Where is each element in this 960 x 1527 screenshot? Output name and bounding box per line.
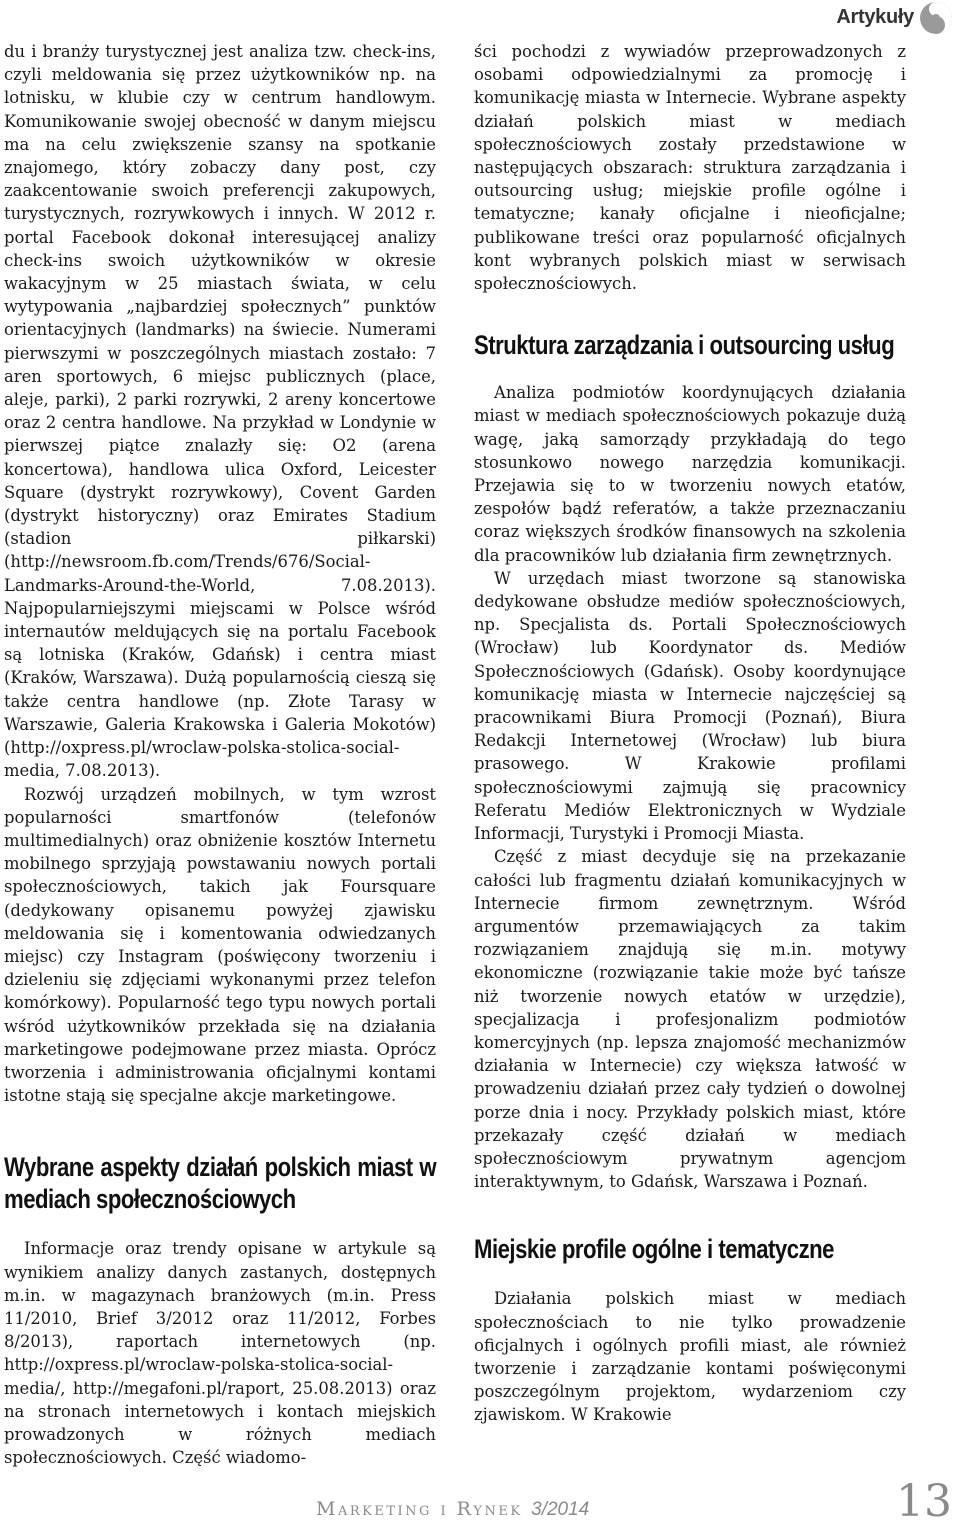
section-heading: Wybrane aspekty działań polskich miast w mediach społecznościowych: [4, 1152, 437, 1215]
section-heading: Miejskie profile ogólne i tematyczne: [474, 1234, 835, 1265]
body-paragraph: Analiza podmiotów koordynujących działania miast w mediach społecznościowych pokazuje dużą wagę, jaką samorządy przykładają do tego stosunkowo nowego narzędzia komunikacji. Przejawia się to w tworzeniu nowych etatów, zespołów bądź referatów, a także przeznaczaniu coraz większych środków finansowych na szkolenia dla pracowników lub działania firm zewnętrznych.: [474, 383, 906, 565]
page-number: 13: [896, 1476, 952, 1527]
body-paragraph: W urzędach miast tworzone są stanowiska dedykowane obsłudze mediów społecznościowych, np. Specjalista ds. Portali Społecznościowych (Wrocław) lub Koordynator ds. Mediów Społecznościowych (Gdańsk). Osoby koordynujące komunikację miasta w Internecie najczęściej są pracownikami Biura Promocji (Poznań), Biura Redakcji Internetowej (Wrocław) lub biura prasowego. W Krakowie profilami społecznościowymi zajmują się pracownicy Referatu Mediów Elektronicznych w Wydziale Informacji, Turystyki i Promocji Miasta.: [474, 568, 906, 844]
right-column: [474, 40, 906, 1427]
section-swirl-icon: [918, 0, 954, 36]
journal-footer: [316, 1498, 589, 1521]
body-paragraph: Działania polskich miast w mediach społecznościach to nie tylko prowadzenie oficjalnych i ogólnych profili miast, ale również tworzenie i zarządzanie kontami poświęconymi poszczególnym projektom, wydarzeniom czy zjawiskom. W Krakowie: [474, 1289, 906, 1425]
section-heading: Struktura zarządzania i outsourcing usług: [474, 330, 895, 361]
body-paragraph: ści pochodzi z wywiadów przeprowadzonych z osobami odpowiedzialnymi za promocję i komunikację miasta w Internecie. Wybrane aspekty działań polskich miast w mediach społecznościowych zostały przedstawione w następujących obszarach: struktura zarządzania i outsourcing usług; miejskie profile ogólne i tematyczne; kanały oficjalne i nieoficjalne; publikowane treści oraz popularność oficjalnych kont wybranych polskich miast w serwisach społecznościowych.: [474, 42, 906, 294]
left-column: [4, 40, 436, 1469]
body-paragraph: Informacje oraz trendy opisane w artykule są wynikiem analizy danych zastanych, dostępnych m.in. w magazynach branżowych (m.in. Press 11/2010, Brief 3/2012 oraz 11/2012, Forbes 8/2013), raportach internetowych (np. http://oxpress.pl/wroclaw-polska-stolica-social-media/, http://megafoni.pl/raport, 25.08.2013) oraz na stronach internetowych i kontach miejskich prowadzonych w różnych mediach społecznościowych. Część wiadomo-: [4, 1239, 436, 1468]
body-paragraph: du i branży turystycznej jest analiza tzw. check-ins, czyli meldowania się przez użytkowników np. na lotnisku, w klubie czy w centrum handlowym. Komunikowanie swojej obecność w danym miejscu ma na celu zwiększenie szansy na spotkanie znajomego, który zobaczy dany post, czy zaakcentowanie swoich preferencji zakupowych, turystycznych, rozrywkowych i innych. W 2012 r. portal Facebook dokonał interesującej analizy check-ins swoich użytkowników w okresie wakacyjnym w 25 miastach świata, w celu wytypowania „najbardziej społecznych” punktów orientacyjnych (landmarks) na świecie. Numerami pierwszymi w poszczególnych miastach zostało: 7 aren sportowych, 6 miejsc publicznych (place, aleje, parki), 2 parki rozrywki, 2 areny koncertowe oraz 2 centra handlowe. Na przykład w Londynie w pierwszej piątce znalazły się: O2 (arena koncertowa), handlowa ulica Oxford, Leicester Square (dystrykt rozrywkowy), Covent Garden (dystrykt historyczny) oraz Emirates Stadium (stadion piłkarski) (http://newsroom.fb.com/Trends/676/Social-Landmarks-Around-the-World, 7.08.2013). Najpopularniejszymi miejscami w Polsce wśród internautów meldujących się na portalu Facebook są lotniska (Kraków, Gdańsk) i centra miast (Kraków, Warszawa). Dużą popularnością cieszą się także centra handlowe (np. Złote Tarasy w Warszawie, Galeria Krakowska i Galeria Mokotów) (http://oxpress.pl/wroclaw-polska-stolica-social-media, 7.08.2013).: [4, 42, 436, 781]
journal-name: Marketing i Rynek: [316, 1498, 523, 1520]
body-paragraph: Rozwój urządzeń mobilnych, w tym wzrost popularności smartfonów (telefonów multimedialnych) oraz obniżenie kosztów Internetu mobilnego sprzyjają powstawaniu nowych portali społecznościowych, takich jak Foursquare (dedykowany opisanemu powyżej zjawisku meldowania się i komentowania odwiedzanych miejsc) czy Instagram (poświęcony tworzeniu i dzieleniu się zdjęciami wykonanymi przez telefon komórkowy). Popularność tego typu nowych portali wśród użytkowników przekłada się na działania marketingowe podejmowane przez miasta. Oprócz tworzenia i administrowania oficjalnymi kontami istotne stają się specjalne akcje marketingowe.: [4, 784, 436, 1106]
section-label: Artykuły: [836, 6, 914, 28]
body-paragraph: Część z miast decyduje się na przekazanie całości lub fragmentu działań komunikacyjnych w Internecie firmom zewnętrznym. Wśród argumentów przemawiających za takim rozwiązaniem znajdują się m.in. motywy ekonomiczne (rozwiązanie takie może być tańsze niż tworzenie nowych etatów w urzędzie), specjalizacja i profesjonalizm podmiotów komercyjnych (np. lepsza znajomość mechanizmów działania w Internecie) czy większa łatwość w prowadzeniu działań przez cały tydzień o dowolnej porze dnia i nocy. Przykłady polskich miast, które przekazały część działań w mediach społecznościowym prywatnym agencjom interaktywnym, to Gdańsk, Warszawa i Poznań.: [474, 847, 906, 1192]
journal-issue: 3/2014: [531, 1499, 590, 1520]
